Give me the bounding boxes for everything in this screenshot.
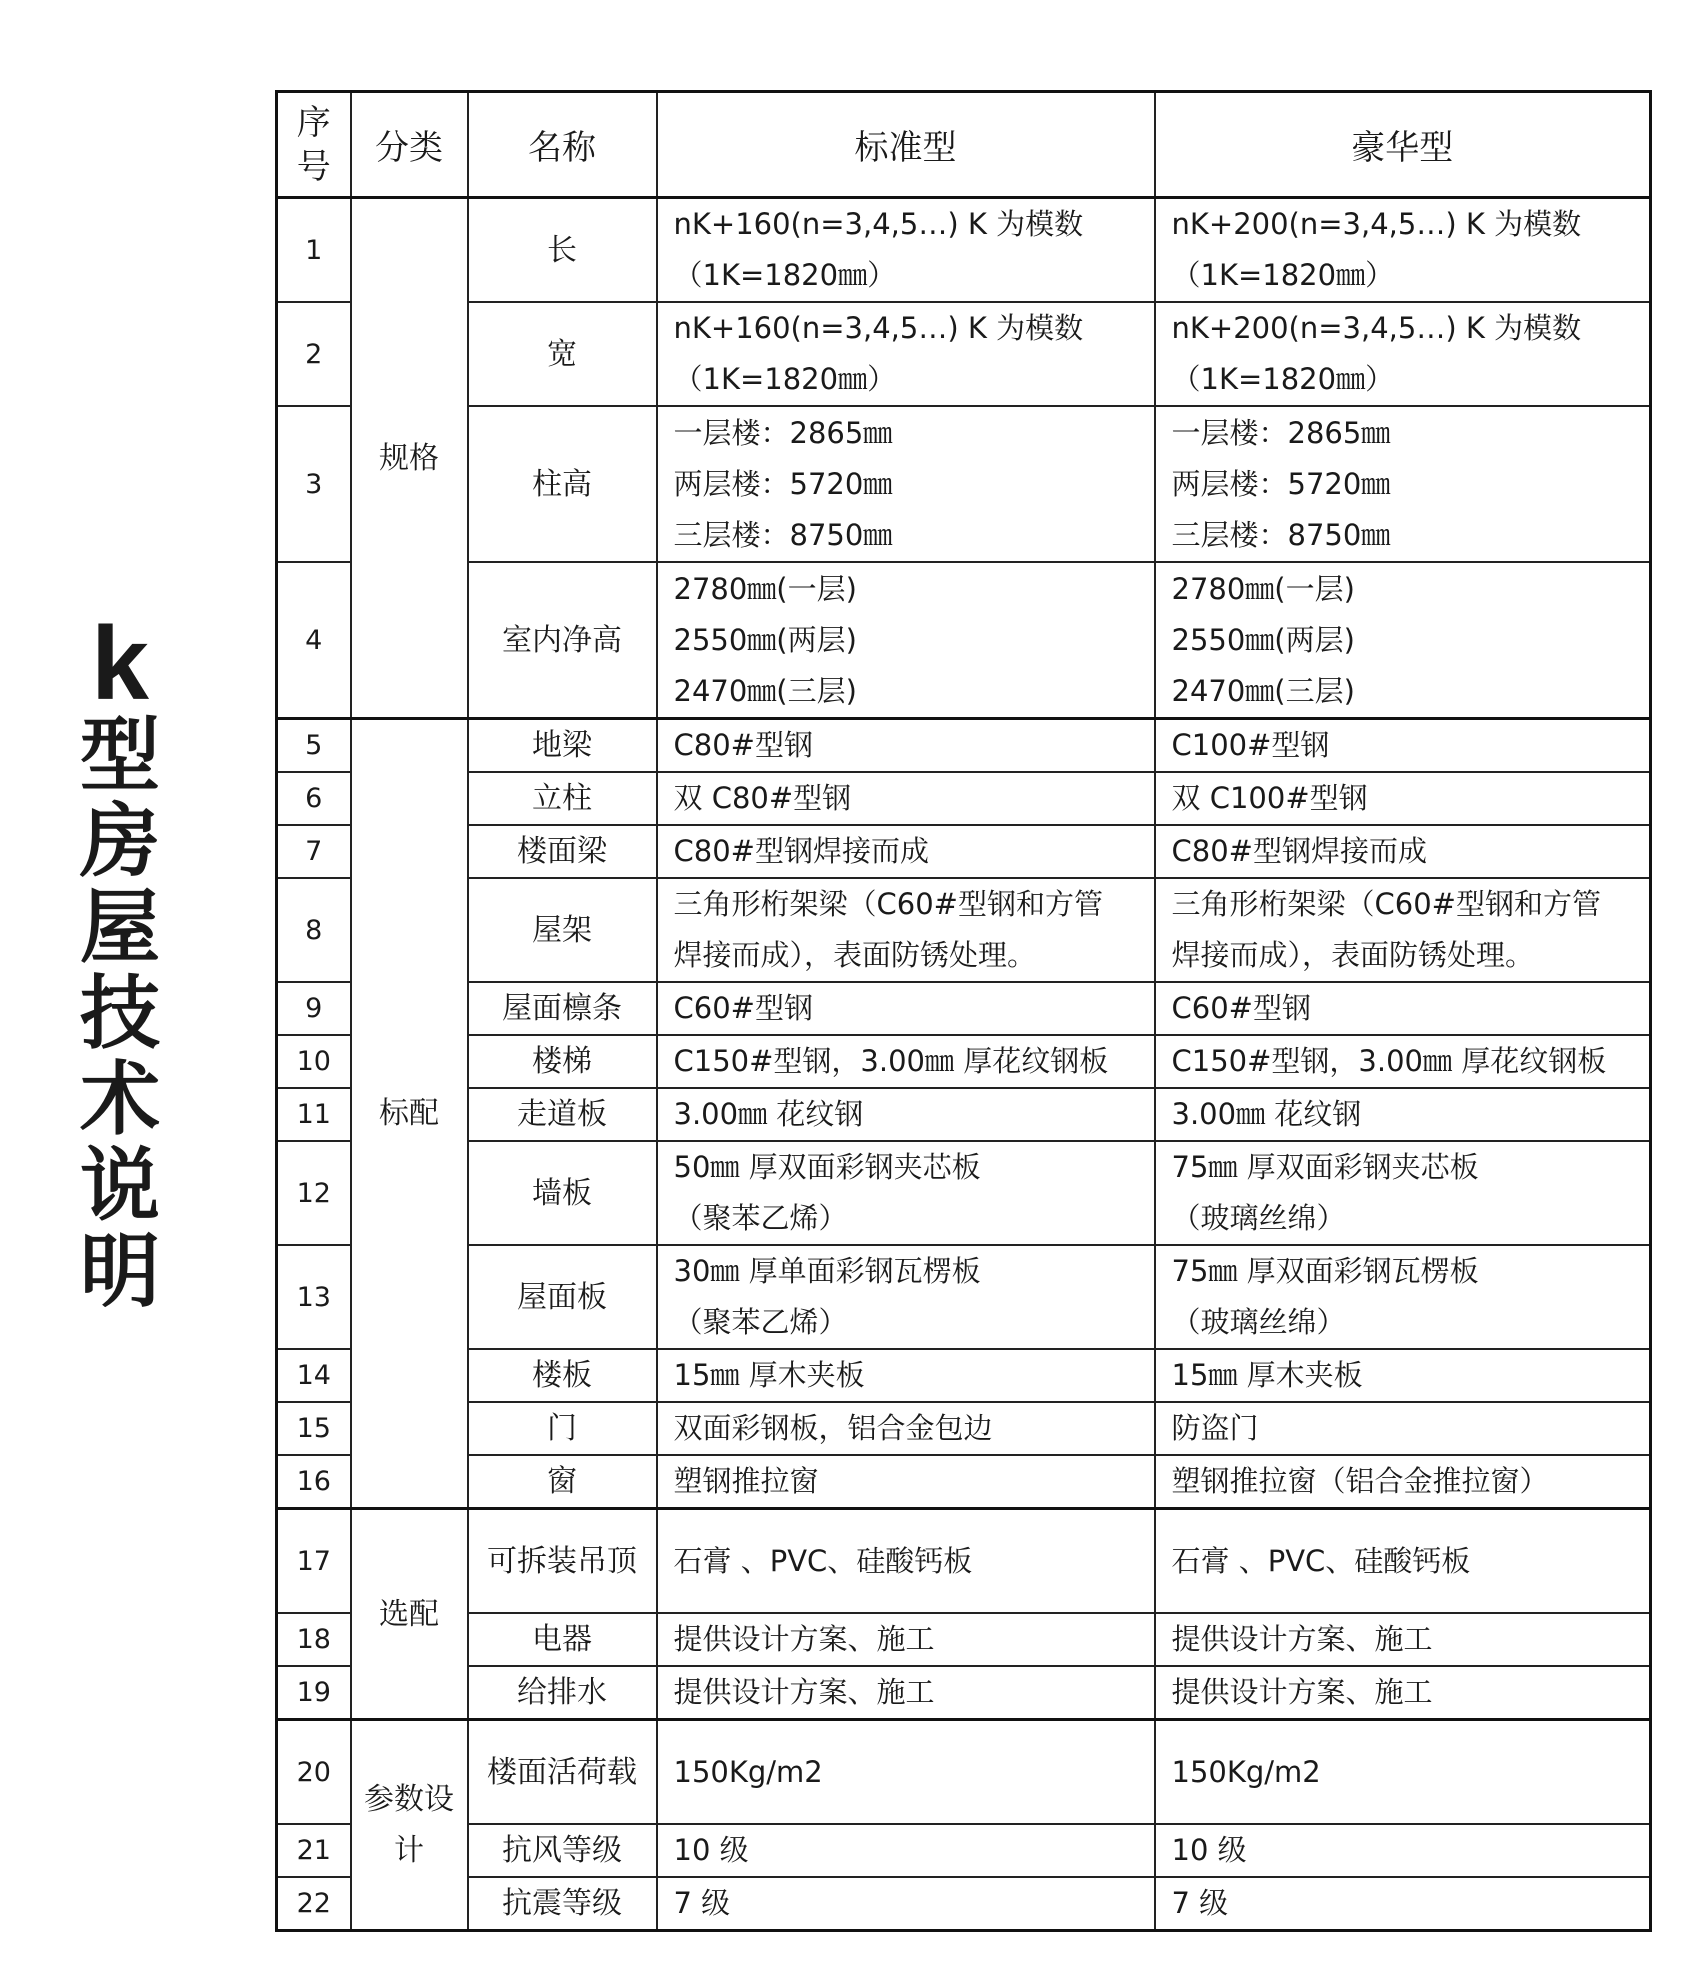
row-category-line: 规格 xyxy=(379,440,439,476)
row-seq: 5 xyxy=(277,719,351,773)
row-deluxe-value-line: 75㎜ 厚双面彩钢夹芯板 xyxy=(1171,1150,1479,1184)
row-standard-value-line: 三角形桁架梁（C60#型钢和方管 xyxy=(673,887,1103,921)
row-name xyxy=(468,878,657,982)
row-deluxe-value xyxy=(1155,825,1651,878)
row-deluxe-value xyxy=(1155,1088,1651,1141)
row-name-line: 屋架 xyxy=(532,912,592,948)
row-name-line: 可拆装吊 xyxy=(487,1543,607,1579)
spec-table xyxy=(275,90,1652,1932)
row-deluxe-value-line: 75㎜ 厚双面彩钢瓦楞板 xyxy=(1171,1254,1479,1288)
row-seq: 11 xyxy=(277,1088,351,1141)
row-deluxe-value-line: （1K=1820㎜） xyxy=(1171,362,1395,396)
table-row xyxy=(277,1613,1651,1666)
row-name xyxy=(468,772,657,825)
row-standard-value-line: nK+160(n=3,4,5…) K 为模数 xyxy=(673,207,1084,241)
row-standard-value xyxy=(657,1455,1155,1509)
row-deluxe-value xyxy=(1155,1141,1651,1245)
row-standard-value-line: C80#型钢焊接而成 xyxy=(673,834,929,868)
row-seq: 16 xyxy=(277,1455,351,1509)
row-name-line: 窗 xyxy=(547,1464,577,1499)
header-standard: 标准型 xyxy=(657,92,1155,198)
row-standard-value-line: 2550㎜(两层) xyxy=(673,622,857,657)
row-name xyxy=(468,1824,657,1877)
title-char: 型 xyxy=(80,709,160,802)
row-deluxe-value xyxy=(1155,1402,1651,1455)
row-standard-value-line: 150Kg/m2 xyxy=(673,1754,823,1789)
row-name xyxy=(468,1035,657,1088)
row-deluxe-value xyxy=(1155,1666,1651,1720)
row-seq: 17 xyxy=(277,1509,351,1614)
title-char: 说 xyxy=(80,1139,160,1232)
row-name xyxy=(468,198,657,303)
row-standard-value-line: （聚苯乙烯） xyxy=(673,1305,848,1339)
row-deluxe-value-line: 2780㎜(一层) xyxy=(1171,571,1355,606)
row-standard-value xyxy=(657,1088,1155,1141)
row-standard-value xyxy=(657,1824,1155,1877)
row-seq: 13 xyxy=(277,1245,351,1349)
row-name-line: 地梁 xyxy=(532,728,592,763)
row-standard-value xyxy=(657,1141,1155,1245)
table-header-row xyxy=(277,92,1651,198)
row-deluxe-value xyxy=(1155,719,1651,773)
title-char: 明 xyxy=(80,1225,160,1318)
row-seq: 1 xyxy=(277,198,351,303)
row-seq: 12 xyxy=(277,1141,351,1245)
row-standard-value-line: 10 级 xyxy=(673,1833,749,1867)
row-standard-value-line: 一层楼：2865㎜ xyxy=(673,415,893,450)
row-standard-value-line: （1K=1820㎜） xyxy=(673,362,897,396)
row-standard-value xyxy=(657,1666,1155,1720)
row-deluxe-value-line: 15㎜ 厚木夹板 xyxy=(1171,1358,1363,1392)
table-row xyxy=(277,198,1651,303)
row-name xyxy=(468,1613,657,1666)
row-name-line: 抗风等级 xyxy=(502,1833,622,1868)
row-standard-value-line: 提供设计方案、施工 xyxy=(673,1675,935,1709)
row-deluxe-value xyxy=(1155,1245,1651,1349)
row-name xyxy=(468,1402,657,1455)
row-deluxe-value-line: 3.00㎜ 花纹钢 xyxy=(1171,1097,1362,1131)
table-row xyxy=(277,1877,1651,1931)
row-standard-value xyxy=(657,878,1155,982)
row-name-line: 屋面檩条 xyxy=(502,991,622,1026)
row-standard-value-line: C80#型钢 xyxy=(673,728,813,762)
row-seq: 22 xyxy=(277,1877,351,1931)
row-name xyxy=(468,1245,657,1349)
row-name xyxy=(468,302,657,406)
row-name xyxy=(468,1666,657,1720)
row-name xyxy=(468,825,657,878)
row-deluxe-value-line: （1K=1820㎜） xyxy=(1171,258,1395,292)
table-row xyxy=(277,878,1651,982)
row-standard-value-line: 50㎜ 厚双面彩钢夹芯板 xyxy=(673,1150,981,1184)
row-deluxe-value-line: 2470㎜(三层) xyxy=(1171,673,1355,708)
row-name-line: 载 xyxy=(607,1754,637,1790)
row-standard-value xyxy=(657,772,1155,825)
row-name-line: 给排水 xyxy=(517,1675,607,1710)
row-deluxe-value xyxy=(1155,1877,1651,1931)
row-deluxe-value-line: 2550㎜(两层) xyxy=(1171,622,1355,657)
table-row xyxy=(277,1141,1651,1245)
header-name: 名称 xyxy=(468,92,657,198)
row-name xyxy=(468,406,657,562)
row-deluxe-value-line: 焊接而成），表面防锈处理。 xyxy=(1171,938,1535,972)
row-seq: 10 xyxy=(277,1035,351,1088)
row-category xyxy=(351,1509,468,1720)
row-name-line: 屋面板 xyxy=(517,1279,607,1315)
document-title xyxy=(60,606,180,1318)
row-category xyxy=(351,1720,468,1931)
row-deluxe-value-line: 10 级 xyxy=(1171,1833,1247,1867)
row-deluxe-value xyxy=(1155,772,1651,825)
row-name-line: 立柱 xyxy=(532,781,592,816)
header-seq-line: 号 xyxy=(296,146,331,187)
row-seq: 14 xyxy=(277,1349,351,1402)
row-deluxe-value xyxy=(1155,1035,1651,1088)
title-char: 技 xyxy=(80,967,160,1060)
row-standard-value-line: C60#型钢 xyxy=(673,991,813,1025)
row-standard-value-line: 塑钢推拉窗 xyxy=(673,1464,819,1498)
row-deluxe-value xyxy=(1155,982,1651,1035)
title-char: 房 xyxy=(80,795,160,888)
row-seq: 7 xyxy=(277,825,351,878)
row-standard-value-line: （聚苯乙烯） xyxy=(673,1201,848,1235)
row-name-line: 室内净高 xyxy=(502,622,622,658)
table-row xyxy=(277,772,1651,825)
row-standard-value-line: 石膏 、PVC、硅酸钙板 xyxy=(673,1543,973,1578)
table-row xyxy=(277,1088,1651,1141)
row-deluxe-value xyxy=(1155,1720,1651,1825)
title-char: 屋 xyxy=(80,881,160,974)
row-standard-value-line: 焊接而成），表面防锈处理。 xyxy=(673,938,1037,972)
table-row xyxy=(277,1455,1651,1509)
row-deluxe-value-line: 提供设计方案、施工 xyxy=(1171,1675,1433,1709)
table-row xyxy=(277,1720,1651,1825)
row-deluxe-value-line: （玻璃丝绵） xyxy=(1171,1305,1346,1339)
row-name-line: 墙板 xyxy=(532,1175,592,1211)
row-deluxe-value xyxy=(1155,302,1651,406)
row-name-line: 顶 xyxy=(607,1543,637,1579)
title-char: 术 xyxy=(80,1053,160,1146)
row-seq: 21 xyxy=(277,1824,351,1877)
row-name-line: 抗震等级 xyxy=(502,1886,622,1921)
row-standard-value xyxy=(657,1720,1155,1825)
row-standard-value xyxy=(657,719,1155,773)
row-deluxe-value-line: 两层楼：5720㎜ xyxy=(1171,466,1391,501)
table-row xyxy=(277,302,1651,406)
row-standard-value-line: 2470㎜(三层) xyxy=(673,673,857,708)
row-name xyxy=(468,562,657,719)
row-name-line: 楼板 xyxy=(532,1358,592,1393)
row-deluxe-value-line: C80#型钢焊接而成 xyxy=(1171,834,1427,868)
row-deluxe-value-line: 双 C100#型钢 xyxy=(1171,781,1368,815)
row-standard-value-line: 双 C80#型钢 xyxy=(673,781,852,815)
row-standard-value xyxy=(657,1613,1155,1666)
row-standard-value xyxy=(657,1035,1155,1088)
row-standard-value-line: 三层楼：8750㎜ xyxy=(673,517,893,552)
row-seq: 8 xyxy=(277,878,351,982)
row-seq: 3 xyxy=(277,406,351,562)
row-deluxe-value-line: 一层楼：2865㎜ xyxy=(1171,415,1391,450)
row-standard-value xyxy=(657,302,1155,406)
table-row xyxy=(277,562,1651,719)
row-name xyxy=(468,719,657,773)
header-deluxe: 豪华型 xyxy=(1155,92,1651,198)
row-name xyxy=(468,1877,657,1931)
row-standard-value xyxy=(657,198,1155,303)
row-standard-value-line: 两层楼：5720㎜ xyxy=(673,466,893,501)
row-deluxe-value-line: C100#型钢 xyxy=(1171,728,1330,762)
row-standard-value xyxy=(657,562,1155,719)
row-deluxe-value-line: 提供设计方案、施工 xyxy=(1171,1622,1433,1656)
row-standard-value-line: C150#型钢，3.00㎜ 厚花纹钢板 xyxy=(673,1044,1109,1078)
row-name-line: 电器 xyxy=(532,1622,592,1657)
row-deluxe-value-line: 三角形桁架梁（C60#型钢和方管 xyxy=(1171,887,1601,921)
row-name xyxy=(468,1349,657,1402)
row-deluxe-value xyxy=(1155,1349,1651,1402)
header-category: 分类 xyxy=(351,92,468,198)
row-seq: 19 xyxy=(277,1666,351,1720)
row-category-line: 选配 xyxy=(379,1596,439,1632)
row-category-line: 标配 xyxy=(379,1096,439,1131)
row-standard-value-line: 提供设计方案、施工 xyxy=(673,1622,935,1656)
row-name xyxy=(468,1720,657,1825)
row-name-line: 楼面活荷 xyxy=(487,1754,607,1790)
row-name xyxy=(468,1509,657,1614)
row-standard-value xyxy=(657,406,1155,562)
row-name-line: 长 xyxy=(547,232,577,268)
row-standard-value xyxy=(657,1402,1155,1455)
row-standard-value-line: （1K=1820㎜） xyxy=(673,258,897,292)
row-standard-value xyxy=(657,1509,1155,1614)
table-body xyxy=(277,198,1651,1931)
row-deluxe-value xyxy=(1155,406,1651,562)
row-deluxe-value-line: 塑钢推拉窗（铝合金推拉窗） xyxy=(1171,1464,1549,1498)
row-deluxe-value xyxy=(1155,1455,1651,1509)
row-name-line: 楼面梁 xyxy=(517,834,607,869)
row-standard-value-line: 2780㎜(一层) xyxy=(673,571,857,606)
row-standard-value xyxy=(657,982,1155,1035)
header-seq xyxy=(277,92,351,198)
row-name-line: 宽 xyxy=(547,336,577,372)
row-deluxe-value-line: C60#型钢 xyxy=(1171,991,1311,1025)
row-deluxe-value-line: C150#型钢，3.00㎜ 厚花纹钢板 xyxy=(1171,1044,1607,1078)
row-category-line: 设计 xyxy=(394,1782,454,1868)
row-deluxe-value xyxy=(1155,562,1651,719)
table-row xyxy=(277,1035,1651,1088)
table-row xyxy=(277,982,1651,1035)
row-deluxe-value xyxy=(1155,878,1651,982)
row-deluxe-value-line: nK+200(n=3,4,5…) K 为模数 xyxy=(1171,311,1582,345)
row-name xyxy=(468,982,657,1035)
row-deluxe-value-line: （玻璃丝绵） xyxy=(1171,1201,1346,1235)
row-standard-value-line: 7 级 xyxy=(673,1886,731,1920)
row-standard-value-line: 双面彩钢板，铝合金包边 xyxy=(673,1411,993,1445)
row-standard-value-line: nK+160(n=3,4,5…) K 为模数 xyxy=(673,311,1084,345)
row-standard-value-line: 15㎜ 厚木夹板 xyxy=(673,1358,865,1392)
row-name-line: 柱高 xyxy=(532,466,592,502)
row-seq: 9 xyxy=(277,982,351,1035)
table-row xyxy=(277,825,1651,878)
row-name xyxy=(468,1088,657,1141)
row-deluxe-value-line: 防盗门 xyxy=(1171,1411,1259,1445)
table-row xyxy=(277,1666,1651,1720)
table-row xyxy=(277,1349,1651,1402)
row-category xyxy=(351,719,468,1509)
row-name-line: 走道板 xyxy=(517,1097,607,1132)
row-seq: 4 xyxy=(277,562,351,719)
table-row xyxy=(277,1824,1651,1877)
row-deluxe-value xyxy=(1155,1613,1651,1666)
row-deluxe-value xyxy=(1155,198,1651,303)
row-name-line: 门 xyxy=(547,1411,577,1446)
row-deluxe-value-line: 石膏 、PVC、硅酸钙板 xyxy=(1171,1543,1471,1578)
row-standard-value xyxy=(657,825,1155,878)
row-deluxe-value-line: 7 级 xyxy=(1171,1886,1229,1920)
row-seq: 20 xyxy=(277,1720,351,1825)
row-name xyxy=(468,1455,657,1509)
row-deluxe-value xyxy=(1155,1824,1651,1877)
row-seq: 2 xyxy=(277,302,351,406)
row-name xyxy=(468,1141,657,1245)
row-deluxe-value-line: 三层楼：8750㎜ xyxy=(1171,517,1391,552)
row-standard-value xyxy=(657,1877,1155,1931)
row-seq: 15 xyxy=(277,1402,351,1455)
table-row xyxy=(277,406,1651,562)
row-seq: 6 xyxy=(277,772,351,825)
row-deluxe-value-line: nK+200(n=3,4,5…) K 为模数 xyxy=(1171,207,1582,241)
table-row xyxy=(277,1509,1651,1614)
row-deluxe-value-line: 150Kg/m2 xyxy=(1171,1754,1321,1789)
row-category-line: 参数 xyxy=(364,1782,424,1817)
header-seq-line: 序 xyxy=(296,102,331,143)
row-category xyxy=(351,198,468,719)
row-standard-value xyxy=(657,1245,1155,1349)
row-deluxe-value xyxy=(1155,1509,1651,1614)
row-standard-value xyxy=(657,1349,1155,1402)
row-name-line: 楼梯 xyxy=(532,1044,592,1079)
row-standard-value-line: 3.00㎜ 花纹钢 xyxy=(673,1097,864,1131)
row-seq: 18 xyxy=(277,1613,351,1666)
table-row xyxy=(277,719,1651,773)
title-letter-k: k xyxy=(91,606,149,722)
table-row xyxy=(277,1402,1651,1455)
row-standard-value-line: 30㎜ 厚单面彩钢瓦楞板 xyxy=(673,1254,981,1288)
table-row xyxy=(277,1245,1651,1349)
